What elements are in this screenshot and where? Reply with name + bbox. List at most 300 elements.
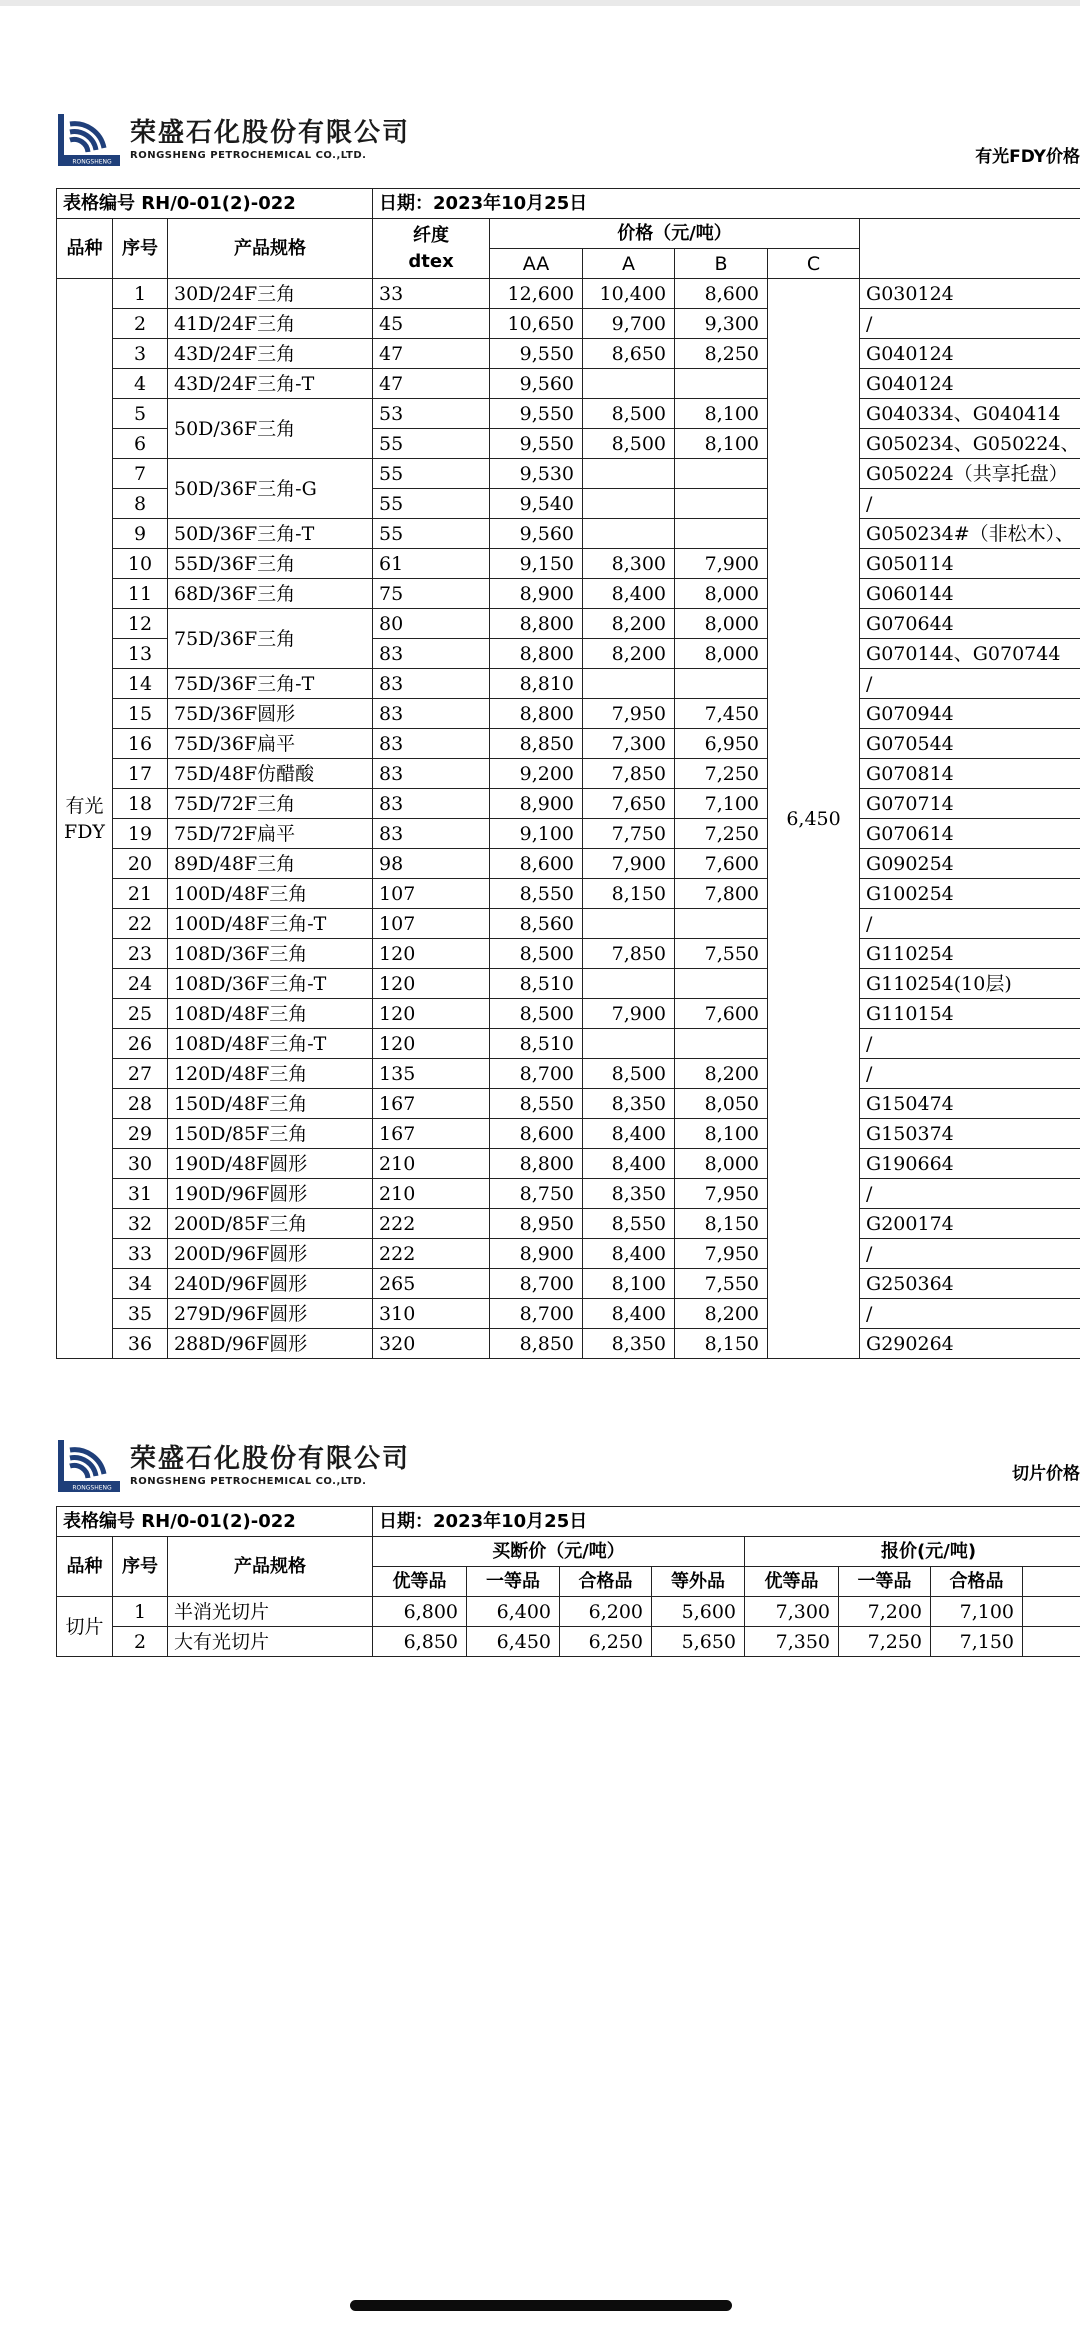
seq-cell: 10 xyxy=(113,549,168,579)
chips-header-seq: 序号 xyxy=(113,1537,168,1597)
seq-cell: 27 xyxy=(113,1059,168,1089)
chips-price-table xyxy=(56,1506,1080,1657)
spec-cell: 75D/72F扁平 xyxy=(168,819,373,849)
price-aa-cell: 8,560 xyxy=(490,909,583,939)
table-row xyxy=(57,549,1080,579)
header-dtex-bottom: dtex xyxy=(408,250,454,272)
dtex-cell: 47 xyxy=(373,339,490,369)
price-aa-cell: 9,150 xyxy=(490,549,583,579)
price-b-cell: 7,550 xyxy=(675,939,768,969)
price-q2-cell: 7,250 xyxy=(839,1627,931,1657)
table-row xyxy=(57,459,1080,489)
dtex-cell: 47 xyxy=(373,369,490,399)
quote-grade-qualified: 合格品 xyxy=(931,1567,1023,1597)
seq-cell: 22 xyxy=(113,909,168,939)
fdy-page-title: 有光FDY价格 xyxy=(975,147,1080,167)
dtex-cell: 80 xyxy=(373,609,490,639)
table-row xyxy=(57,759,1080,789)
spec-cell: 30D/24F三角 xyxy=(168,279,373,309)
price-aa-cell: 8,700 xyxy=(490,1269,583,1299)
price-a-cell: 7,900 xyxy=(583,849,675,879)
spec-cell: 240D/96F圆形 xyxy=(168,1269,373,1299)
seq-cell: 9 xyxy=(113,519,168,549)
price-b-cell: 7,550 xyxy=(675,1269,768,1299)
price-b-cell: 8,000 xyxy=(675,639,768,669)
table-row xyxy=(57,1089,1080,1119)
header-a: A xyxy=(583,249,675,279)
table-row xyxy=(57,279,1080,309)
price-b3-cell: 6,200 xyxy=(560,1597,652,1627)
spec-cell: 150D/85F三角 xyxy=(168,1119,373,1149)
rongsheng-mark-icon xyxy=(58,1440,120,1492)
dtex-cell: 83 xyxy=(373,699,490,729)
product-code-cell: / xyxy=(860,1059,1080,1089)
seq-cell: 1 xyxy=(113,1597,168,1627)
seq-cell: 24 xyxy=(113,969,168,999)
chips-header-variety: 品种 xyxy=(57,1537,113,1597)
product-code-cell: / xyxy=(860,309,1080,339)
price-b-cell: 8,150 xyxy=(675,1209,768,1239)
price-aa-cell: 8,550 xyxy=(490,1089,583,1119)
price-aa-cell: 8,850 xyxy=(490,729,583,759)
price-a-cell: 8,400 xyxy=(583,1149,675,1179)
seq-cell: 2 xyxy=(113,309,168,339)
price-aa-cell: 9,560 xyxy=(490,519,583,549)
product-code-cell: G040124 xyxy=(860,339,1080,369)
price-a-cell: 8,400 xyxy=(583,1299,675,1329)
product-code-cell: G040334、G040414 xyxy=(860,399,1080,429)
price-b-cell: 8,200 xyxy=(675,1059,768,1089)
header-b: B xyxy=(675,249,768,279)
table-row xyxy=(57,579,1080,609)
price-b-cell: 8,200 xyxy=(675,1299,768,1329)
table-row xyxy=(57,1239,1080,1269)
price-a-cell: 7,750 xyxy=(583,819,675,849)
price-a-cell: 8,300 xyxy=(583,549,675,579)
variety-line2: FDY xyxy=(64,820,105,843)
price-aa-cell: 8,900 xyxy=(490,789,583,819)
spec-cell: 190D/96F圆形 xyxy=(168,1179,373,1209)
product-code-cell: G070814 xyxy=(860,759,1080,789)
seq-cell: 4 xyxy=(113,369,168,399)
dtex-cell: 120 xyxy=(373,1029,490,1059)
product-code-cell: G150374 xyxy=(860,1119,1080,1149)
seq-cell: 26 xyxy=(113,1029,168,1059)
chips-header-buyout: 买断价（元/吨） xyxy=(373,1537,745,1567)
dtex-cell: 55 xyxy=(373,429,490,459)
spec-cell: 50D/36F三角-G xyxy=(168,459,373,519)
price-b-cell xyxy=(675,969,768,999)
price-b-cell: 8,150 xyxy=(675,1329,768,1359)
header-code-blank xyxy=(860,219,1080,279)
table-row xyxy=(57,1627,1080,1657)
seq-cell: 7 xyxy=(113,459,168,489)
dtex-cell: 222 xyxy=(373,1209,490,1239)
price-aa-cell: 12,600 xyxy=(490,279,583,309)
price-q4-cell xyxy=(1023,1597,1080,1627)
company-name-cn: 荣盛石化股份有限公司 xyxy=(130,1443,411,1474)
price-b-cell: 8,100 xyxy=(675,399,768,429)
price-b-cell: 7,950 xyxy=(675,1239,768,1269)
buyout-grade-first: 一等品 xyxy=(467,1567,560,1597)
table-row xyxy=(57,1269,1080,1299)
seq-cell: 8 xyxy=(113,489,168,519)
price-a-cell: 8,200 xyxy=(583,609,675,639)
table-row xyxy=(57,309,1080,339)
spec-cell: 288D/96F圆形 xyxy=(168,1329,373,1359)
price-aa-cell: 9,530 xyxy=(490,459,583,489)
table-row xyxy=(57,1119,1080,1149)
product-code-cell: G190664 xyxy=(860,1149,1080,1179)
product-code-cell: G290264 xyxy=(860,1329,1080,1359)
dtex-cell: 55 xyxy=(373,489,490,519)
price-aa-cell: 8,800 xyxy=(490,609,583,639)
header-dtex-top: 纤度 xyxy=(413,224,450,246)
price-a-cell: 7,300 xyxy=(583,729,675,759)
price-aa-cell: 8,600 xyxy=(490,849,583,879)
variety-cell xyxy=(57,279,113,1359)
spec-cell: 120D/48F三角 xyxy=(168,1059,373,1089)
price-a-cell xyxy=(583,459,675,489)
price-aa-cell: 8,500 xyxy=(490,939,583,969)
price-a-cell: 8,200 xyxy=(583,639,675,669)
dtex-cell: 120 xyxy=(373,939,490,969)
seq-cell: 11 xyxy=(113,579,168,609)
dtex-cell: 107 xyxy=(373,909,490,939)
seq-cell: 36 xyxy=(113,1329,168,1359)
spec-cell: 75D/36F三角 xyxy=(168,609,373,669)
spec-cell: 150D/48F三角 xyxy=(168,1089,373,1119)
price-aa-cell: 8,850 xyxy=(490,1329,583,1359)
seq-cell: 28 xyxy=(113,1089,168,1119)
dtex-cell: 55 xyxy=(373,459,490,489)
spec-cell: 75D/36F扁平 xyxy=(168,729,373,759)
price-a-cell xyxy=(583,519,675,549)
price-aa-cell: 9,550 xyxy=(490,339,583,369)
product-code-cell: G070644 xyxy=(860,609,1080,639)
spec-cell: 50D/36F三角 xyxy=(168,399,373,459)
fdy-date: 日期：2023年10月25日 xyxy=(373,189,1080,219)
seq-cell: 1 xyxy=(113,279,168,309)
product-code-cell: / xyxy=(860,1299,1080,1329)
header-seq: 序号 xyxy=(113,219,168,279)
price-a-cell: 8,100 xyxy=(583,1269,675,1299)
seq-cell: 13 xyxy=(113,639,168,669)
seq-cell: 3 xyxy=(113,339,168,369)
table-row xyxy=(57,339,1080,369)
table-row xyxy=(57,519,1080,549)
dtex-cell: 98 xyxy=(373,849,490,879)
logo-mark-text: RONGSHENG xyxy=(72,158,112,166)
price-b-cell: 8,000 xyxy=(675,1149,768,1179)
dtex-cell: 83 xyxy=(373,639,490,669)
product-code-cell: G250364 xyxy=(860,1269,1080,1299)
chips-form-number: 表格编号 RH/0-01(2)-022 xyxy=(57,1507,373,1537)
price-b-cell: 7,450 xyxy=(675,699,768,729)
price-aa-cell: 8,500 xyxy=(490,999,583,1029)
price-aa-cell: 8,510 xyxy=(490,969,583,999)
product-code-cell: G100254 xyxy=(860,879,1080,909)
table-row xyxy=(57,1299,1080,1329)
home-indicator[interactable] xyxy=(350,2300,732,2311)
dtex-cell: 310 xyxy=(373,1299,490,1329)
spec-cell: 75D/36F圆形 xyxy=(168,699,373,729)
dtex-cell: 83 xyxy=(373,669,490,699)
seq-cell: 25 xyxy=(113,999,168,1029)
chips-date: 日期：2023年10月25日 xyxy=(373,1507,1080,1537)
spec-cell: 大有光切片 xyxy=(168,1627,373,1657)
seq-cell: 33 xyxy=(113,1239,168,1269)
product-code-cell: G070614 xyxy=(860,819,1080,849)
price-b-cell: 7,600 xyxy=(675,999,768,1029)
spec-cell: 100D/48F三角 xyxy=(168,879,373,909)
dtex-cell: 83 xyxy=(373,729,490,759)
product-code-cell: / xyxy=(860,1239,1080,1269)
dtex-cell: 55 xyxy=(373,519,490,549)
price-b3-cell: 6,250 xyxy=(560,1627,652,1657)
spec-cell: 75D/48F仿醋酸 xyxy=(168,759,373,789)
table-row xyxy=(57,819,1080,849)
price-aa-cell: 9,540 xyxy=(490,489,583,519)
price-aa-cell: 9,550 xyxy=(490,399,583,429)
spec-cell: 50D/36F三角-T xyxy=(168,519,373,549)
price-q4-cell xyxy=(1023,1627,1080,1657)
table-row xyxy=(57,789,1080,819)
price-b-cell: 8,100 xyxy=(675,1119,768,1149)
price-a-cell xyxy=(583,1029,675,1059)
logo-mark-text: RONGSHENG xyxy=(72,1484,112,1492)
dtex-cell: 135 xyxy=(373,1059,490,1089)
seq-cell: 5 xyxy=(113,399,168,429)
price-q3-cell: 7,100 xyxy=(931,1597,1023,1627)
price-a-cell xyxy=(583,369,675,399)
price-a-cell: 8,500 xyxy=(583,1059,675,1089)
seq-cell: 14 xyxy=(113,669,168,699)
table-row xyxy=(57,399,1080,429)
fdy-form-number: 表格编号 RH/0-01(2)-022 xyxy=(57,189,373,219)
table-row xyxy=(57,1149,1080,1179)
seq-cell: 32 xyxy=(113,1209,168,1239)
price-b-cell: 8,100 xyxy=(675,429,768,459)
product-code-cell: / xyxy=(860,489,1080,519)
price-b-cell: 7,250 xyxy=(675,759,768,789)
price-a-cell: 8,400 xyxy=(583,1119,675,1149)
price-b-cell: 7,950 xyxy=(675,1179,768,1209)
price-b-cell xyxy=(675,519,768,549)
spec-cell: 100D/48F三角-T xyxy=(168,909,373,939)
price-b-cell: 9,300 xyxy=(675,309,768,339)
product-code-cell: / xyxy=(860,669,1080,699)
table-row xyxy=(57,879,1080,909)
spec-cell: 190D/48F圆形 xyxy=(168,1149,373,1179)
price-b4-cell: 5,650 xyxy=(652,1627,745,1657)
price-aa-cell: 8,700 xyxy=(490,1059,583,1089)
table-row xyxy=(57,369,1080,399)
buyout-grade-excellent: 优等品 xyxy=(373,1567,467,1597)
spec-cell: 279D/96F圆形 xyxy=(168,1299,373,1329)
dtex-cell: 120 xyxy=(373,969,490,999)
company-name-en: RONGSHENG PETROCHEMICAL CO.,LTD. xyxy=(130,1475,367,1487)
spec-cell: 108D/36F三角-T xyxy=(168,969,373,999)
price-a-cell: 8,550 xyxy=(583,1209,675,1239)
quote-grade-extra xyxy=(1023,1567,1080,1597)
chips-variety-cell: 切片 xyxy=(57,1597,113,1657)
company-name-en: RONGSHENG PETROCHEMICAL CO.,LTD. xyxy=(130,149,367,161)
dtex-cell: 75 xyxy=(373,579,490,609)
seq-cell: 6 xyxy=(113,429,168,459)
price-c-cell: 6,450 xyxy=(768,279,860,1359)
seq-cell: 15 xyxy=(113,699,168,729)
table-row xyxy=(57,1597,1080,1627)
company-name-cn: 荣盛石化股份有限公司 xyxy=(130,117,411,148)
product-code-cell: G050224（共享托盘） xyxy=(860,459,1080,489)
price-b-cell xyxy=(675,669,768,699)
seq-cell: 2 xyxy=(113,1627,168,1657)
price-q1-cell: 7,300 xyxy=(745,1597,839,1627)
price-b-cell xyxy=(675,459,768,489)
price-aa-cell: 8,800 xyxy=(490,1149,583,1179)
product-code-cell: G060144 xyxy=(860,579,1080,609)
seq-cell: 30 xyxy=(113,1149,168,1179)
chips-header-quote: 报价(元/吨) xyxy=(745,1537,1080,1567)
seq-cell: 23 xyxy=(113,939,168,969)
price-a-cell: 9,700 xyxy=(583,309,675,339)
spec-cell: 108D/36F三角 xyxy=(168,939,373,969)
price-b-cell: 7,250 xyxy=(675,819,768,849)
header-aa: AA xyxy=(490,249,583,279)
price-aa-cell: 8,810 xyxy=(490,669,583,699)
product-code-cell: G030124 xyxy=(860,279,1080,309)
dtex-cell: 167 xyxy=(373,1089,490,1119)
price-b-cell: 8,050 xyxy=(675,1089,768,1119)
price-b-cell: 8,250 xyxy=(675,339,768,369)
chips-page-title: 切片价格 xyxy=(1012,1464,1080,1484)
product-code-cell: G070714 xyxy=(860,789,1080,819)
spec-cell: 55D/36F三角 xyxy=(168,549,373,579)
price-b-cell: 6,950 xyxy=(675,729,768,759)
header-c: C xyxy=(768,249,860,279)
price-b1-cell: 6,850 xyxy=(373,1627,467,1657)
dtex-cell: 222 xyxy=(373,1239,490,1269)
seq-cell: 19 xyxy=(113,819,168,849)
seq-cell: 16 xyxy=(113,729,168,759)
price-a-cell: 8,500 xyxy=(583,429,675,459)
price-aa-cell: 8,700 xyxy=(490,1299,583,1329)
price-b-cell: 7,100 xyxy=(675,789,768,819)
product-code-cell: G050234#（非松木）、 xyxy=(860,519,1080,549)
price-aa-cell: 9,200 xyxy=(490,759,583,789)
table-row xyxy=(57,729,1080,759)
buyout-grade-qualified: 合格品 xyxy=(560,1567,652,1597)
price-a-cell: 8,350 xyxy=(583,1329,675,1359)
dtex-cell: 83 xyxy=(373,789,490,819)
product-code-cell: / xyxy=(860,909,1080,939)
spec-cell: 43D/24F三角-T xyxy=(168,369,373,399)
product-code-cell: G040124 xyxy=(860,369,1080,399)
table-row xyxy=(57,1209,1080,1239)
spec-cell: 108D/48F三角-T xyxy=(168,1029,373,1059)
price-a-cell: 7,850 xyxy=(583,939,675,969)
spec-cell: 200D/96F圆形 xyxy=(168,1239,373,1269)
table-row xyxy=(57,849,1080,879)
table-row xyxy=(57,1329,1080,1359)
table-row xyxy=(57,1059,1080,1089)
price-aa-cell: 9,100 xyxy=(490,819,583,849)
table-row xyxy=(57,1029,1080,1059)
dtex-cell: 107 xyxy=(373,879,490,909)
spec-cell: 108D/48F三角 xyxy=(168,999,373,1029)
price-a-cell: 7,900 xyxy=(583,999,675,1029)
quote-grade-excellent: 优等品 xyxy=(745,1567,839,1597)
seq-cell: 21 xyxy=(113,879,168,909)
table-row xyxy=(57,939,1080,969)
spec-cell: 89D/48F三角 xyxy=(168,849,373,879)
price-b-cell xyxy=(675,1029,768,1059)
product-code-cell: G200174 xyxy=(860,1209,1080,1239)
product-code-cell: / xyxy=(860,1179,1080,1209)
dtex-cell: 320 xyxy=(373,1329,490,1359)
table-row xyxy=(57,609,1080,639)
dtex-cell: 33 xyxy=(373,279,490,309)
dtex-cell: 210 xyxy=(373,1179,490,1209)
price-a-cell: 8,500 xyxy=(583,399,675,429)
price-aa-cell: 8,900 xyxy=(490,579,583,609)
product-code-cell: G070944 xyxy=(860,699,1080,729)
seq-cell: 35 xyxy=(113,1299,168,1329)
seq-cell: 34 xyxy=(113,1269,168,1299)
dtex-cell: 83 xyxy=(373,819,490,849)
price-a-cell xyxy=(583,969,675,999)
dtex-cell: 83 xyxy=(373,759,490,789)
price-a-cell xyxy=(583,669,675,699)
seq-cell: 18 xyxy=(113,789,168,819)
top-edge xyxy=(0,0,1080,6)
price-aa-cell: 8,510 xyxy=(490,1029,583,1059)
spec-cell: 200D/85F三角 xyxy=(168,1209,373,1239)
spec-cell: 75D/72F三角 xyxy=(168,789,373,819)
company-logo-2 xyxy=(58,1440,410,1492)
product-code-cell: G050234、G050224、 xyxy=(860,429,1080,459)
table-row xyxy=(57,999,1080,1029)
price-b-cell: 7,600 xyxy=(675,849,768,879)
table-row xyxy=(57,699,1080,729)
price-a-cell: 7,850 xyxy=(583,759,675,789)
fdy-price-table xyxy=(56,188,1080,1359)
spec-cell: 75D/36F三角-T xyxy=(168,669,373,699)
product-code-cell: G150474 xyxy=(860,1089,1080,1119)
product-code-cell: G110254 xyxy=(860,939,1080,969)
product-code-cell: G110254(10层) xyxy=(860,969,1080,999)
price-aa-cell: 8,600 xyxy=(490,1119,583,1149)
price-aa-cell: 8,750 xyxy=(490,1179,583,1209)
dtex-cell: 53 xyxy=(373,399,490,429)
product-code-cell: G070544 xyxy=(860,729,1080,759)
quote-grade-first: 一等品 xyxy=(839,1567,931,1597)
rongsheng-mark-icon xyxy=(58,114,120,166)
seq-cell: 31 xyxy=(113,1179,168,1209)
price-b1-cell: 6,800 xyxy=(373,1597,467,1627)
price-a-cell: 8,400 xyxy=(583,1239,675,1269)
price-a-cell xyxy=(583,489,675,519)
header-spec: 产品规格 xyxy=(168,219,373,279)
dtex-cell: 120 xyxy=(373,999,490,1029)
price-a-cell: 8,350 xyxy=(583,1089,675,1119)
price-b-cell xyxy=(675,369,768,399)
buyout-grade-off: 等外品 xyxy=(652,1567,745,1597)
price-aa-cell: 10,650 xyxy=(490,309,583,339)
price-q1-cell: 7,350 xyxy=(745,1627,839,1657)
price-a-cell: 8,150 xyxy=(583,879,675,909)
